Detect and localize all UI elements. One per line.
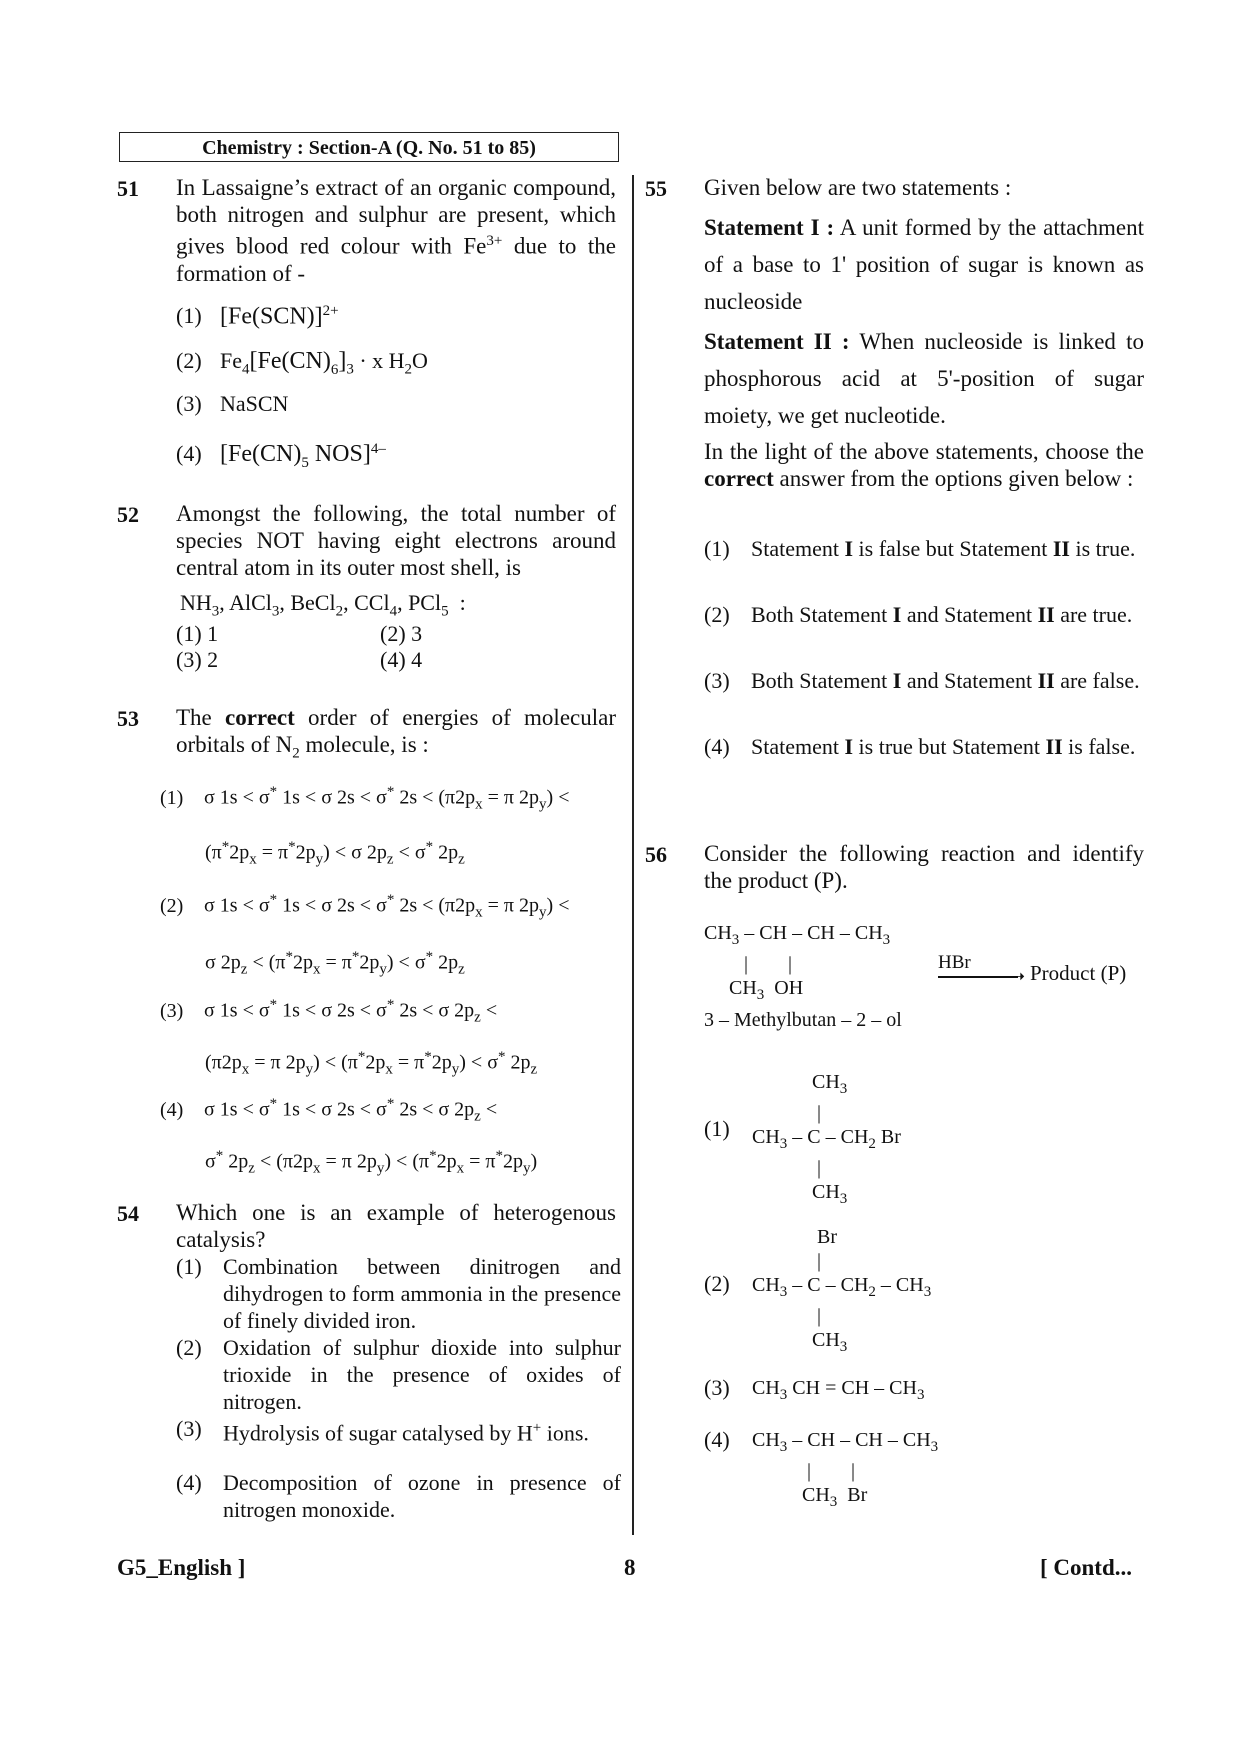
q55-text: Given below are two statements : [704,175,1012,200]
q55-instruction: In the light of the above statements, choose the correct answer from the options given below : [704,439,1144,491]
q51-option-1: (1) $[Fe(SCN)]^{2+}$ [176,303,339,330]
q56-option-3-structure: $CH_3$ CH = CH – $CH_3$ [752,1377,925,1403]
q54-option-4: (4) Decomposition of ozone in presence of nitrogen monoxide. [176,1470,621,1522]
q52-option-4: (4) 4 [380,647,423,672]
q52-option-2: (2) 3 [380,621,423,646]
q56-reactant-structure: $CH_3$ – CH – CH – $CH_3$ | | $CH_3$ OH [704,922,891,1003]
q54-option-3: (3) Hydrolysis of sugar catalysed by H+ ions. [176,1416,589,1446]
q56-text: Consider the following reaction and identify the product (P). [704,841,1144,893]
q53-number: 53 [117,706,139,731]
q51-option-2: (2) $Fe_4[Fe(CN)_6]_3 \cdot x$ $H_2O$ [176,348,428,378]
column-divider [632,175,634,1535]
q53-option-4-line-2: σ* $2p_z < (\pi 2p_x = \pi$ $2p_y) < (\pi^*2p_x = \pi^*2p_y)$ [205,1148,538,1177]
q53-text: The correct order of energies of molecular orbitals of $N_2$ molecule, is : [176,705,616,762]
reaction-arrow [938,976,1018,978]
q56-product-label: Product (P) [1030,961,1127,985]
q52-species: $NH_3$, AlCl$_3$, BeCl$_2$, CCl$_4$, PCl$_5$ : [180,590,466,620]
q53-option-1-line-1: (1) σ 1s < σ* 1s < σ 2s < σ* $2s < (\pi 2p_x = \pi$ $2p_y$) < [160,784,570,813]
q56-option-4-number: (4) [704,1427,730,1452]
q55-statement-1: Statement I : A unit formed by the attachment of a base to 1' position of sugar is known as nucleoside [704,215,1145,314]
q54-text: Which one is an example of heterogenous catalysis? [176,1200,616,1252]
q56-option-2-structure: Br | $CH_3$ – C – $CH_2 - CH_3$ | $CH_3$ [752,1226,932,1355]
q56-reactant-name: 3 – Methylbutan – 2 – ol [704,1009,902,1031]
q53-option-2-line-1: (2) σ 1s < σ* 1s < σ 2s < σ* $2s < (\pi 2p_x = \pi$ $2p_y$) < [160,892,570,921]
q51-text: In Lassaigne’s extract of an organic compound, both nitrogen and sulphur are present, which gives blood red colour with $Fe^{3+}$ due to the formation of - [176,175,616,286]
q55-statement-2: Statement II : When nucleoside is linked to phosphorous acid at 5'-position of sugar moiety, we get nucleotide. [704,329,1144,428]
q52-option-1: (1) 1 [176,621,219,646]
q55-option-3: (3) Both Statement I and Statement II are false. [704,668,1140,693]
q55-option-4: (4) Statement I is true but Statement II is false. [704,734,1136,759]
q56-option-2-number: (2) [704,1271,730,1296]
q55-number: 55 [645,176,667,201]
q53-option-1-line-2: $(\pi^*2p_x = \pi^*2p_y) < \sigma$ $2p_z < \sigma^*$ $2p_z$ [205,839,465,868]
q53-option-2-line-2: σ $2p_z < (\pi^*2p_x = \pi^*2p_y) < \sigma^*$ $2p_z$ [205,949,465,978]
q51-option-4: (4) [$Fe(CN)_5$ NOS]$^{4-}$ [176,441,386,472]
footer-right: [ Contd... [1040,1555,1133,1580]
q53-option-3-line-1: (3) σ 1s < σ* 1s < σ 2s < σ* 2s < σ $2p_z$ < [160,997,498,1026]
q53-option-4-line-1: (4) σ 1s < σ* 1s < σ 2s < σ* 2s < σ $2p_z$ < [160,1096,498,1125]
q56-option-1-structure: $CH_3$ | $CH_3$ – C – $CH_2$ Br | $CH_3$ [752,1071,901,1207]
q52-text: Amongst the following, the total number of species NOT having eight electrons around central atom in its outer most shell, is [176,501,616,580]
footer-left: G5_English ] [117,1555,246,1580]
q54-option-2: (2) Oxidation of sulphur dioxide into sulphur trioxide in the presence of oxides of nitrogen. [176,1335,621,1414]
q56-option-1-number: (1) [704,1116,730,1141]
q52-number: 52 [117,502,139,527]
q56-number: 56 [645,842,667,867]
q51-option-3: (3) NaSCN [176,391,289,416]
q56-reagent: HBr [938,952,971,973]
q55-option-1: (1) Statement I is false but Statement II is true. [704,536,1136,561]
q56-option-3-number: (3) [704,1375,730,1400]
q55-option-2: (2) Both Statement I and Statement II are true. [704,602,1133,627]
section-header: Chemistry : Section-A (Q. No. 51 to 85) [119,132,619,162]
q54-number: 54 [117,1201,139,1226]
q51-number: 51 [117,176,139,201]
q52-option-3: (3) 2 [176,647,219,672]
q56-option-4-structure: $CH_3$ – CH – CH – $CH_3$ | | $CH_3$ Br [752,1429,939,1510]
page-number: 8 [624,1555,636,1580]
q54-option-1: (1) Combination between dinitrogen and dihydrogen to form ammonia in the presence of finely divided iron. [176,1254,621,1333]
arrow-head-icon: ➝ [1010,966,1026,986]
q53-option-3-line-2: ($\pi 2p_x = \pi$ $2p_y) < (\pi^*2p_x = \pi^*2p_y) < \sigma^*$ $2p_z$ [205,1049,538,1078]
